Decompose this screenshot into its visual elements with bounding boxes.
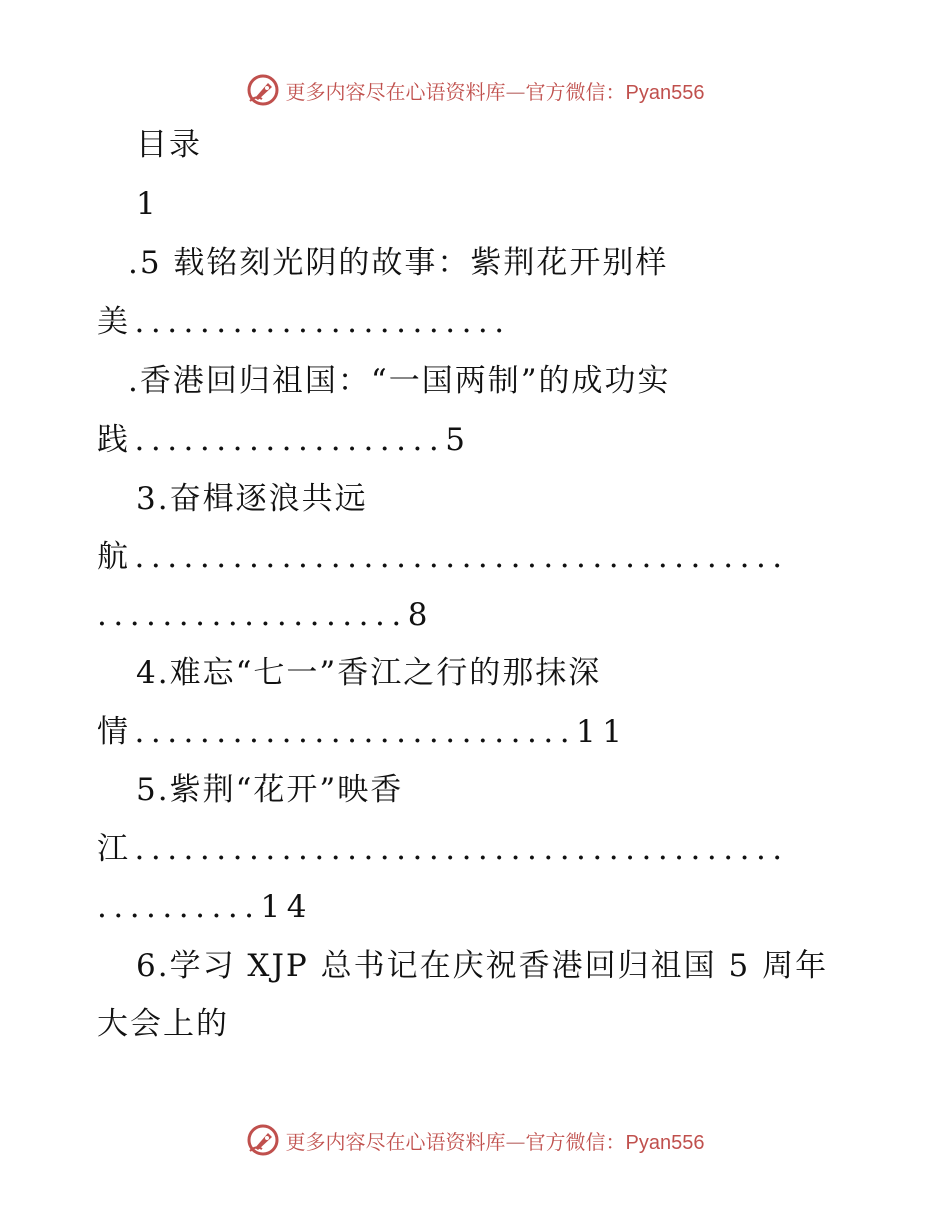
toc-line: 3.奋楫逐浪共远 xyxy=(136,481,368,517)
footer-watermark xyxy=(0,1118,950,1162)
toc-line: .5 载铭刻光阴的故事：紫荆花开别样 xyxy=(128,245,669,281)
toc-line: 大会上的 xyxy=(97,1006,229,1042)
toc-line: 江........................................ xyxy=(97,831,789,867)
toc-line: 5.紫荆“花开”映香 xyxy=(136,772,404,808)
toc-line: 4.难忘“七一”香江之行的那抹深 xyxy=(136,655,602,691)
toc-line: 践...................5 xyxy=(97,422,472,458)
toc-line: ..........14 xyxy=(97,889,313,925)
toc-line: 航........................................ xyxy=(97,539,789,575)
toc-line: 6.学习 XJP 总书记在庆祝香港回归祖国 5 周年 xyxy=(136,948,829,984)
toc-line: ...................8 xyxy=(97,597,434,633)
toc-line: 1 xyxy=(136,186,158,222)
pen-nib-logo-icon xyxy=(246,1123,280,1157)
watermark-text: 更多内容尽在心语资料库—官方微信：Pyan556 xyxy=(285,79,705,104)
toc-line: 美....................... xyxy=(97,304,511,340)
watermark-text: 更多内容尽在心语资料库—官方微信：Pyan556 xyxy=(285,1129,705,1154)
toc-line: .香港回归祖国：“一国两制”的成功实 xyxy=(128,363,671,399)
toc-line: 情...........................11 xyxy=(97,714,629,750)
toc-title: 目录 xyxy=(136,127,202,163)
